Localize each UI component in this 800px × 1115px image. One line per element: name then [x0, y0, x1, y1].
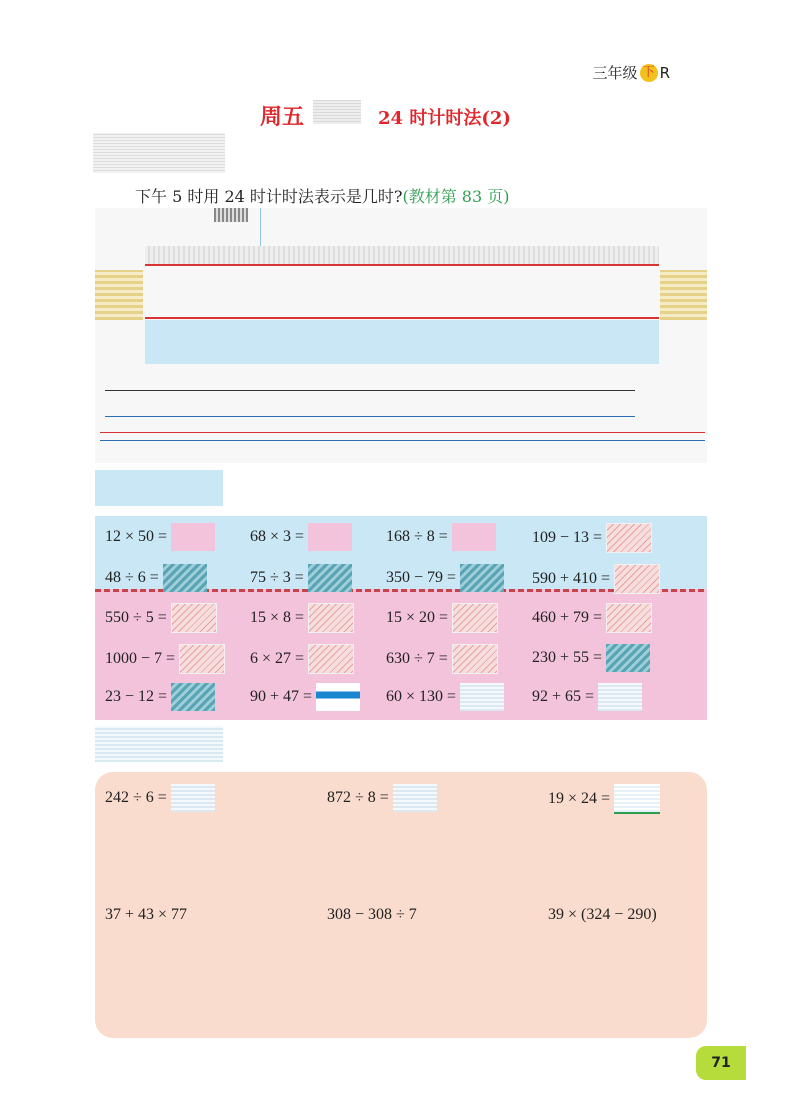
mental-item	[532, 683, 642, 711]
equation: 92 + 65 =	[532, 688, 595, 705]
mental-item	[250, 564, 352, 592]
written-item	[548, 784, 660, 814]
illustration-line	[260, 208, 261, 246]
equation: 68 × 3 =	[250, 528, 305, 545]
section-label-written	[95, 726, 223, 762]
equation: 12 × 50 =	[105, 528, 168, 545]
equation: 1000 − 7 =	[105, 650, 176, 667]
answer-box[interactable]	[316, 683, 360, 711]
equation: 90 + 47 =	[250, 688, 313, 705]
written-item	[327, 784, 437, 812]
mental-item	[250, 523, 352, 551]
equation: 15 × 20 =	[386, 609, 449, 626]
answer-box[interactable]	[393, 784, 437, 812]
equation: 19 × 24 =	[548, 790, 611, 807]
mental-item	[532, 644, 650, 672]
answer-box[interactable]	[614, 564, 660, 594]
answer-box[interactable]	[308, 564, 352, 592]
answer-box[interactable]	[171, 784, 215, 812]
title-decoration	[313, 100, 361, 124]
equation: 350 − 79 =	[386, 569, 457, 586]
mental-item	[250, 683, 360, 711]
section-label-mental	[95, 470, 223, 506]
answer-box[interactable]	[179, 644, 225, 674]
grade-text: 三年级	[592, 64, 638, 82]
question	[135, 184, 510, 207]
page-title-day: 周五	[260, 105, 305, 130]
mental-item	[386, 644, 498, 674]
equation: 872 ÷ 8 =	[327, 789, 389, 806]
equation: 109 − 13 =	[532, 529, 603, 546]
page-number: 71	[696, 1046, 746, 1080]
equation: 230 + 55 =	[532, 649, 603, 666]
mental-item	[532, 564, 660, 594]
section-label-decoration	[93, 133, 225, 173]
mental-item	[532, 603, 652, 633]
mental-item	[105, 683, 215, 711]
answer-band	[145, 320, 659, 364]
answer-box[interactable]	[308, 644, 354, 674]
answer-box[interactable]	[171, 603, 217, 633]
equation: 460 + 79 =	[532, 609, 603, 626]
answer-box[interactable]	[452, 603, 498, 633]
answer-box[interactable]	[171, 683, 215, 711]
mental-item	[386, 523, 496, 551]
expression: 37 + 43 × 77	[105, 906, 188, 923]
illustration-line	[100, 432, 705, 433]
figure-icon	[214, 208, 248, 222]
grade-badge: 下	[640, 64, 658, 82]
mental-item	[105, 644, 225, 674]
written-item	[548, 906, 657, 924]
expression: 39 × (324 − 290)	[548, 906, 657, 923]
answer-box[interactable]	[598, 683, 642, 711]
illustration-line	[145, 264, 659, 266]
mental-item	[105, 523, 215, 551]
equation: 168 ÷ 8 =	[386, 528, 448, 545]
illustration-line	[105, 390, 635, 391]
equation: 60 × 130 =	[386, 688, 457, 705]
answer-box[interactable]	[606, 523, 652, 553]
grade-suffix: R	[659, 63, 670, 82]
answer-box[interactable]	[606, 644, 650, 672]
mental-item	[105, 603, 217, 633]
answer-box[interactable]	[308, 523, 352, 551]
answer-box[interactable]	[460, 564, 504, 592]
grade-label	[593, 62, 670, 83]
expression: 308 − 308 ÷ 7	[327, 906, 417, 923]
question-text: 下午 5 时用 24 时计时法表示是几时?	[135, 187, 403, 206]
equation: 15 × 8 =	[250, 609, 305, 626]
page-title-topic: 24 时计时法(2)	[378, 108, 511, 129]
textbook-reference: (教材第 83 页)	[402, 187, 510, 206]
answer-box[interactable]	[460, 683, 504, 711]
written-item	[327, 906, 417, 924]
mental-item	[250, 603, 354, 633]
equation: 48 ÷ 6 =	[105, 569, 159, 586]
illustration-band	[95, 270, 143, 320]
mental-item	[386, 683, 504, 711]
written-item	[105, 906, 187, 924]
equation: 242 ÷ 6 =	[105, 789, 167, 806]
illustration-band	[145, 246, 659, 264]
illustration-line	[105, 416, 635, 417]
answer-box[interactable]	[614, 784, 660, 814]
mental-item	[386, 564, 504, 592]
equation: 550 ÷ 5 =	[105, 609, 167, 626]
answer-box[interactable]	[308, 603, 354, 633]
illustration-line	[100, 440, 705, 441]
answer-box[interactable]	[163, 564, 207, 592]
illustration-line	[145, 317, 659, 319]
answer-box[interactable]	[606, 603, 652, 633]
answer-box[interactable]	[452, 644, 498, 674]
written-item	[105, 784, 215, 812]
equation: 23 − 12 =	[105, 688, 168, 705]
equation: 590 + 410 =	[532, 570, 611, 587]
equation: 75 ÷ 3 =	[250, 569, 304, 586]
mental-item	[250, 644, 354, 674]
answer-box[interactable]	[452, 523, 496, 551]
answer-box[interactable]	[171, 523, 215, 551]
equation: 6 × 27 =	[250, 650, 305, 667]
mental-item	[105, 564, 207, 592]
illustration-band	[660, 270, 707, 320]
equation: 630 ÷ 7 =	[386, 650, 448, 667]
mental-item	[386, 603, 498, 633]
mental-item	[532, 523, 652, 553]
